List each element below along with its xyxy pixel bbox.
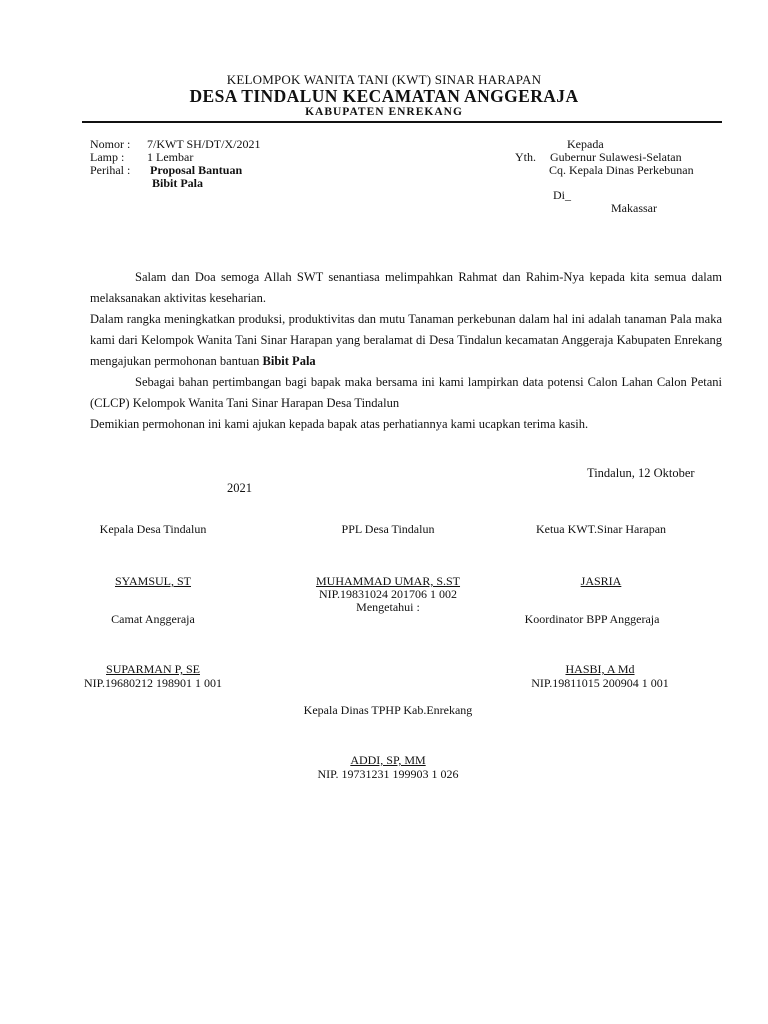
camat-title: Camat Anggeraja — [111, 612, 195, 626]
kadis-title: Kepala Dinas TPHP Kab.Enrekang — [303, 703, 473, 717]
body-paragraph-3: Sebagai bahan pertimbangan bagi bapak maka bersama ini kami lampirkan data potensi Calon Lahan Calon Petani (CLCP) Kelompok Wanita Tani Sinar Harapan Desa Tindalun — [90, 375, 722, 410]
date-line-1: Tindalun, 12 Oktober — [587, 466, 695, 480]
recipient-line1: Gubernur Sulawesi-Selatan — [550, 150, 682, 164]
koord-name: HASBI, A Md — [565, 662, 635, 676]
lamp-label: Lamp : — [90, 150, 125, 164]
koord-nip: NIP.19811015 200904 1 001 — [531, 676, 669, 690]
kades-title: Kepala Desa Tindalun — [99, 522, 207, 536]
ketua-name: JASRIA — [580, 574, 622, 588]
body-paragraph-1: Salam dan Doa semoga Allah SWT senantiasa melimpahkan Rahmat dan Rahim-Nya kepada kita semua dalam melaksanakan aktivitas keseharian. — [90, 270, 722, 305]
letterhead-village: DESA TINDALUN KECAMATAN ANGGERAJA — [189, 86, 579, 106]
recipient-yth: Yth. — [515, 150, 536, 164]
letterhead-divider — [82, 121, 722, 123]
perihal-value-2: Bibit Pala — [152, 176, 204, 190]
recipient-kepada: Kepada — [567, 137, 604, 151]
ppl-title: PPL Desa Tindalun — [341, 522, 435, 536]
recipient-di: Di_ — [553, 188, 571, 202]
mengetahui-label: Mengetahui : — [356, 600, 420, 614]
body-paragraph-2 — [90, 309, 722, 372]
ppl-nip: NIP.19831024 201706 1 002 — [318, 587, 457, 601]
kades-name: SYAMSUL, ST — [114, 574, 192, 588]
body-paragraph-4: Demikian permohonan ini kami ajukan kepada bapak atas perhatiannya kami ucapkan terima kasih. — [90, 417, 589, 431]
koord-title: Koordinator BPP Anggeraja — [524, 612, 660, 626]
perihal-value-1: Proposal Bantuan — [150, 163, 243, 177]
body-paragraph-2-text: Dalam rangka meningkatkan produksi, produktivitas dan mutu Tanaman perkebunan dalam hal ini adalah tanaman Pala maka kami dari Kelompok Wanita Tani Sinar Harapan yang beralamat di Desa Tindalun kecamatan Anggeraja Kabupaten Enrekang mengajukan permohonan bantuan — [90, 312, 722, 368]
camat-nip: NIP.19680212 198901 1 001 — [83, 676, 222, 690]
lamp-value: 1 Lembar — [147, 150, 194, 164]
letterhead-regency: KABUPATEN ENREKANG — [305, 106, 463, 118]
kadis-nip: NIP. 19731231 199903 1 026 — [317, 767, 459, 781]
ppl-name: MUHAMMAD UMAR, S.ST — [315, 574, 461, 588]
recipient-line2: Cq. Kepala Dinas Perkebunan — [549, 163, 694, 177]
body-paragraph-2-bold: Bibit Pala — [262, 354, 316, 368]
kadis-name: ADDI, SP, MM — [350, 753, 426, 767]
recipient-city: Makassar — [611, 201, 657, 215]
letter-body — [90, 267, 722, 435]
perihal-label: Perihal : — [90, 163, 131, 177]
camat-name: SUPARMAN P, SE — [106, 662, 200, 676]
nomor-value: 7/KWT SH/DT/X/2021 — [147, 137, 261, 151]
date-line-2: 2021 — [227, 481, 252, 495]
nomor-label: Nomor : — [90, 137, 131, 151]
ketua-title: Ketua KWT.Sinar Harapan — [535, 522, 667, 536]
letterhead-org: KELOMPOK WANITA TANI (KWT) SINAR HARAPAN — [226, 72, 542, 87]
